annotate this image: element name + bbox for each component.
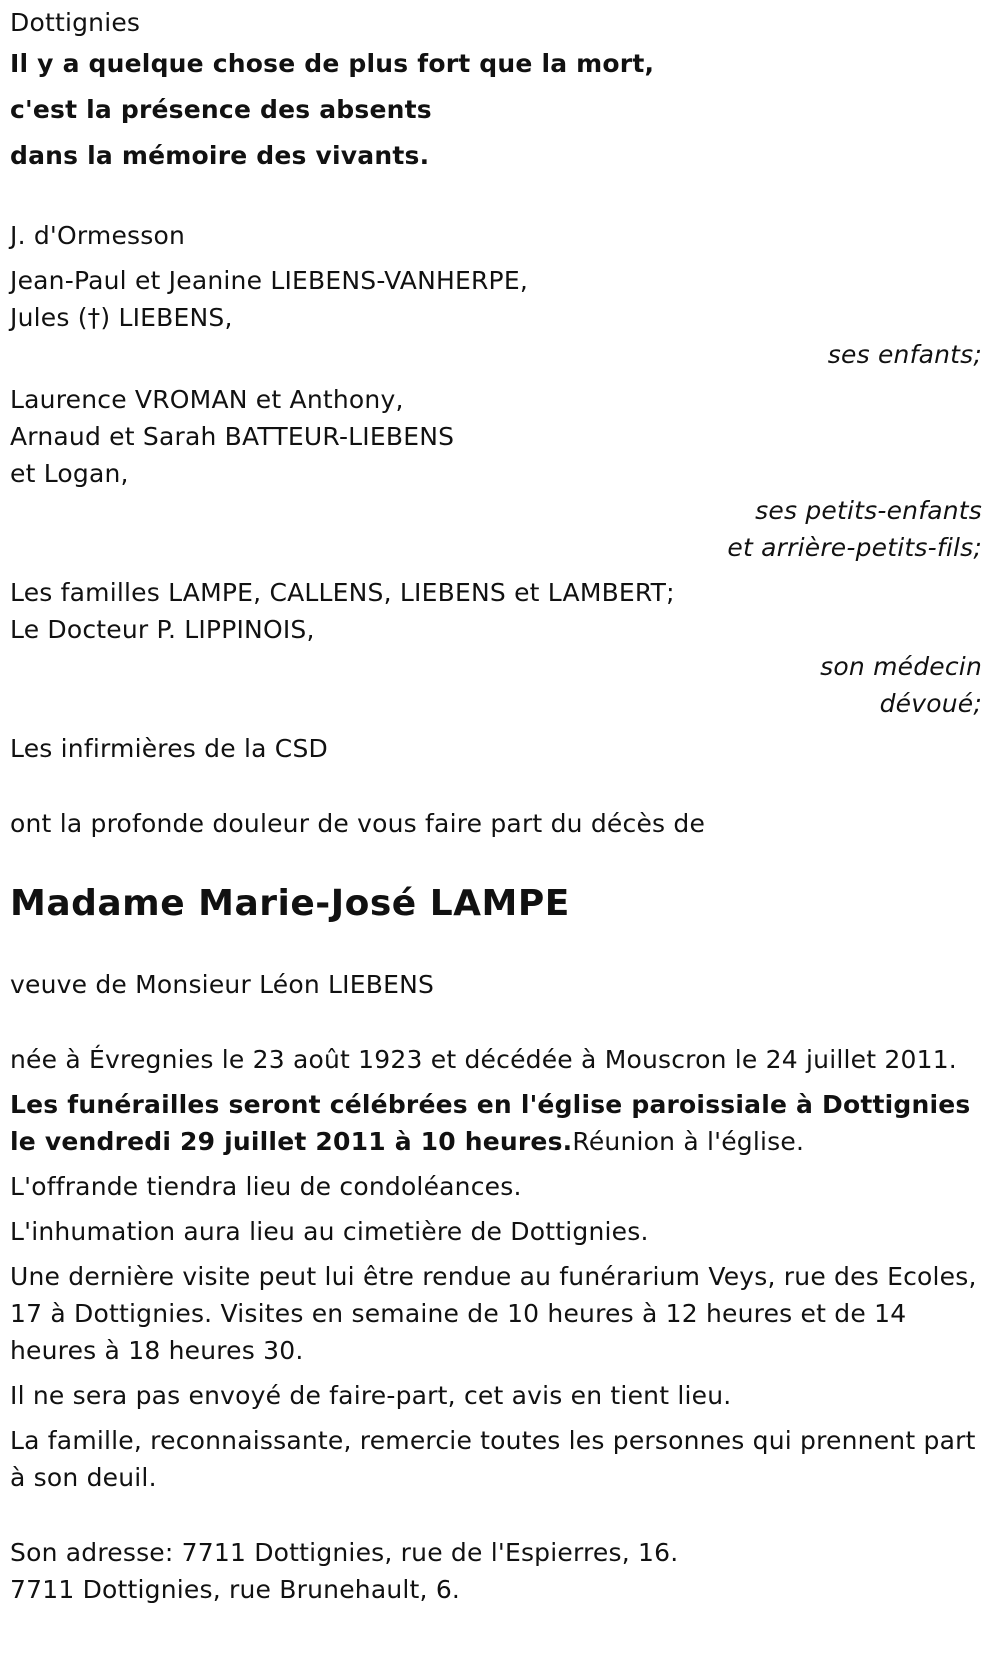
- children-block: [10, 262, 990, 373]
- quote-line-1: Il y a quelque chose de plus fort que la mort,: [10, 49, 655, 78]
- children-role: ses enfants;: [827, 340, 982, 369]
- birth-death-line: née à Évregnies le 23 août 1923 et décédée à Mouscron le 24 juillet 2011.: [10, 1045, 957, 1074]
- deceased-name: Madame Marie-José LAMPE: [10, 883, 570, 924]
- thanks-paragraph: La famille, reconnaissante, remercie toutes les personnes qui prennent part à son deuil.: [10, 1426, 976, 1492]
- nurses-line: Les infirmières de la CSD: [10, 734, 328, 763]
- child-name-2: Jules (†) LIEBENS,: [10, 303, 233, 332]
- widow-of-line: veuve de Monsieur Léon LIEBENS: [10, 970, 435, 999]
- quote-block: [10, 41, 990, 179]
- grandchild-name-1: Laurence VROMAN et Anthony,: [10, 385, 404, 414]
- announcement-line: ont la profonde douleur de vous faire part du décès de: [10, 809, 706, 838]
- visit-paragraph: Une dernière visite peut lui être rendue au funérarium Veys, rue des Ecoles, 17 à Dottignies. Visites en semaine de 10 heures à 12 heures et de 14 heures à 18 heures 30.: [10, 1262, 977, 1365]
- funeral-details: Les funérailles seront célébrées en l'église paroissiale à Dottignies le vendredi 29 juillet 2011 à 10 heures.: [10, 1090, 971, 1156]
- doctor-role-2: dévoué;: [879, 689, 982, 718]
- funeral-paragraph: [10, 1086, 990, 1160]
- quote-line-3: dans la mémoire des vivants.: [10, 141, 430, 170]
- grandchildren-role-1: ses petits-enfants: [755, 496, 982, 525]
- address-line-2: 7711 Dottignies, rue Brunehault, 6.: [10, 1575, 461, 1604]
- offering-line: L'offrande tiendra lieu de condoléances.: [10, 1172, 522, 1201]
- grandchild-name-3: et Logan,: [10, 459, 129, 488]
- doctor-name: Le Docteur P. LIPPINOIS,: [10, 615, 315, 644]
- burial-line: L'inhumation aura lieu au cimetière de Dottignies.: [10, 1217, 649, 1246]
- grandchildren-block: [10, 381, 990, 566]
- grandchildren-role-2: et arrière-petits-fils;: [727, 533, 982, 562]
- quote-line-2: c'est la présence des absents: [10, 95, 432, 124]
- doctor-block: [10, 611, 990, 722]
- no-cards-line: Il ne sera pas envoyé de faire-part, cet avis en tient lieu.: [10, 1381, 732, 1410]
- families-line: Les familles LAMPE, CALLENS, LIEBENS et LAMBERT;: [10, 578, 675, 607]
- grandchild-name-2: Arnaud et Sarah BATTEUR-LIEBENS: [10, 422, 455, 451]
- quote-author: J. d'Ormesson: [10, 221, 186, 250]
- doctor-role-1: son médecin: [820, 652, 982, 681]
- place-heading: Dottignies: [10, 8, 141, 37]
- address-line-1: Son adresse: 7711 Dottignies, rue de l'Espierres, 16.: [10, 1538, 679, 1567]
- child-name-1: Jean-Paul et Jeanine LIEBENS-VANHERPE,: [10, 266, 528, 295]
- funeral-gathering: Réunion à l'église.: [572, 1127, 805, 1156]
